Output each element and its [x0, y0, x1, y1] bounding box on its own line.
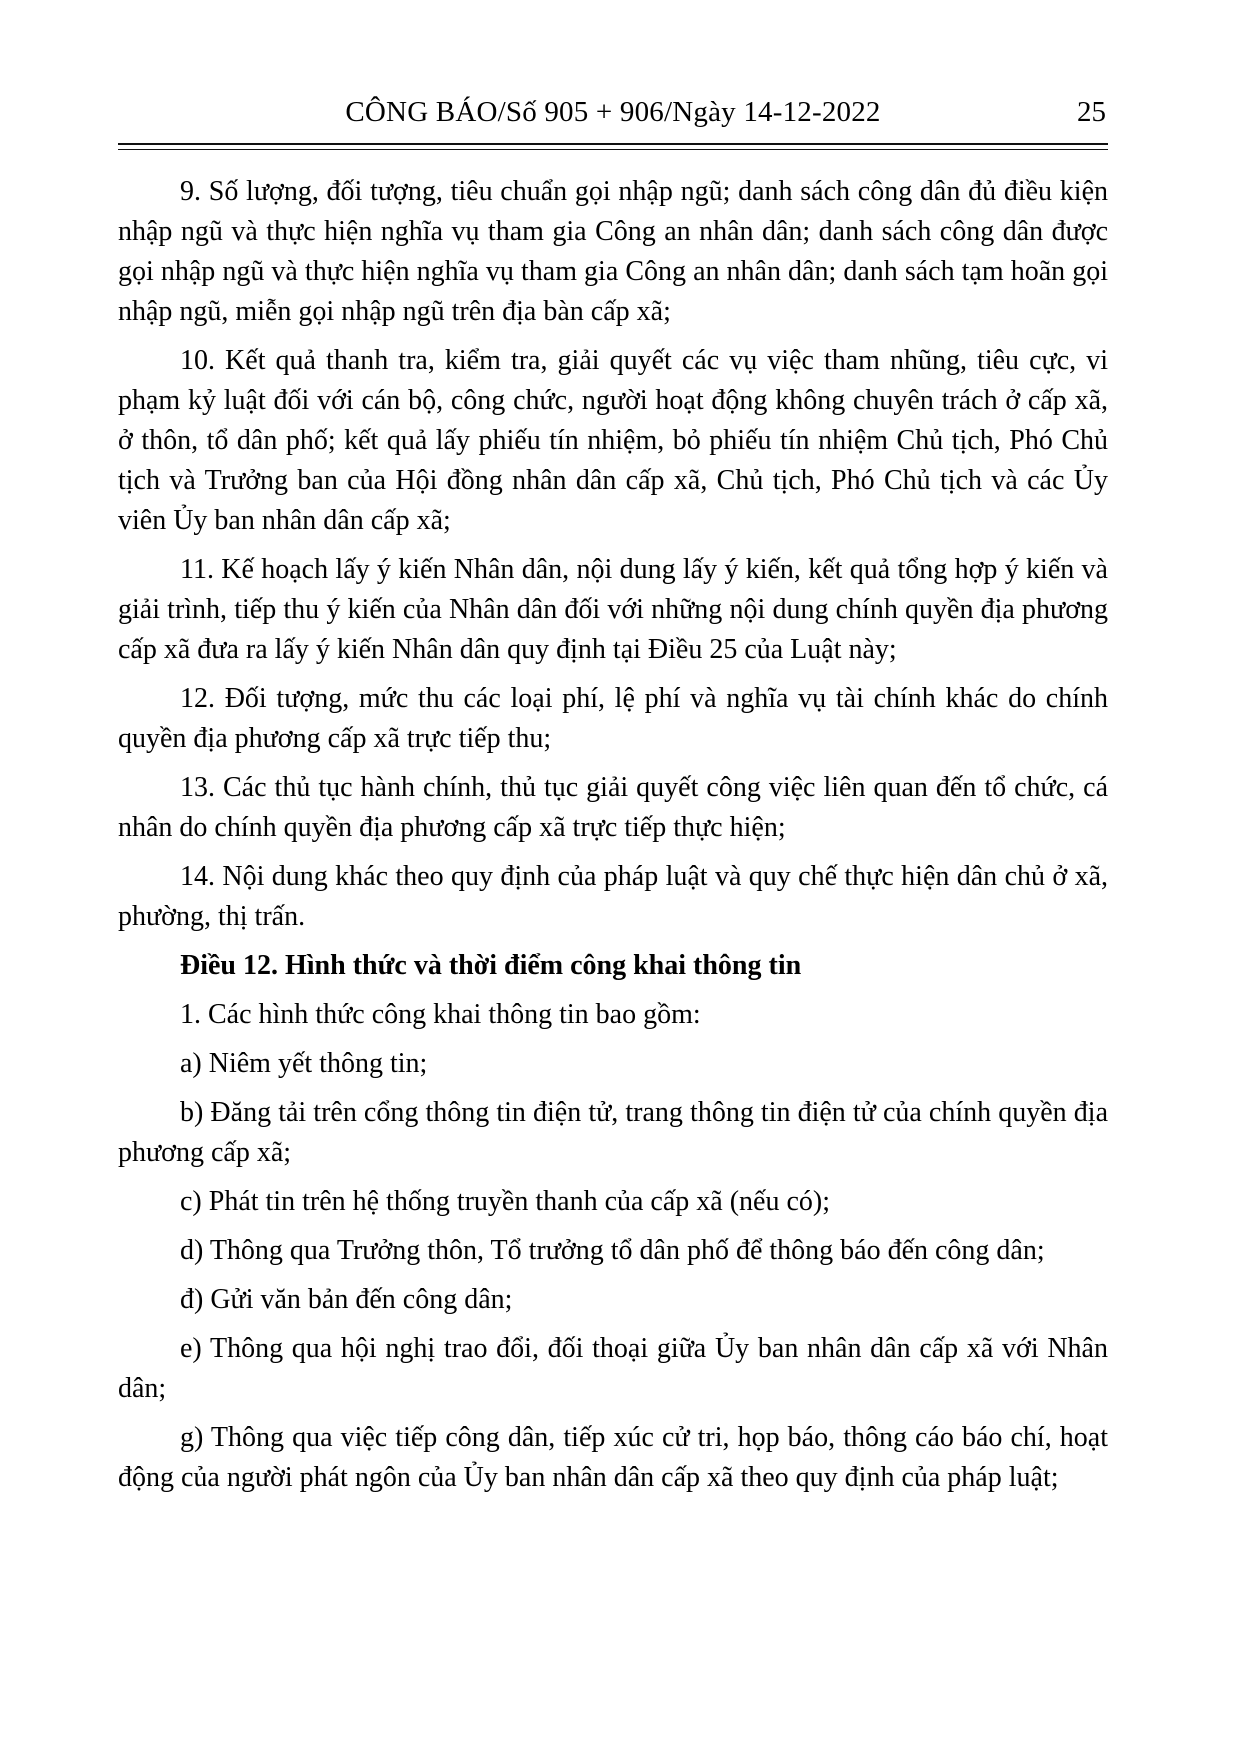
paragraph-point-dd: đ) Gửi văn bản đến công dân; [180, 1284, 513, 1315]
paragraph-point-e: e) Thông qua hội nghị trao đổi, đối thoại giữa Ủy ban nhân dân cấp xã với Nhân dân; [118, 1333, 1108, 1404]
paragraph-item-11: 11. Kế hoạch lấy ý kiến Nhân dân, nội dung lấy ý kiến, kết quả tổng hợp ý kiến và giải trình, tiếp thu ý kiến của Nhân dân đối với những nội dung chính quyền địa phương cấp xã đưa ra lấy ý kiến Nhân dân quy định tại Điều 25 của Luật này; [118, 554, 1108, 665]
paragraph-point-b: b) Đăng tải trên cổng thông tin điện tử, trang thông tin điện tử của chính quyền địa phương cấp xã; [118, 1097, 1108, 1168]
paragraph-point-c: c) Phát tin trên hệ thống truyền thanh của cấp xã (nếu có); [180, 1186, 830, 1217]
paragraph-item-13: 13. Các thủ tục hành chính, thủ tục giải quyết công việc liên quan đến tổ chức, cá nhân do chính quyền địa phương cấp xã trực tiếp thực hiện; [118, 772, 1108, 843]
article-12-heading: Điều 12. Hình thức và thời điểm công khai thông tin [180, 950, 802, 981]
paragraph-point-g: g) Thông qua việc tiếp công dân, tiếp xúc cử tri, họp báo, thông cáo báo chí, hoạt động của người phát ngôn của Ủy ban nhân dân cấp xã theo quy định của pháp luật; [118, 1422, 1108, 1493]
paragraph-clause-1: 1. Các hình thức công khai thông tin bao gồm: [180, 999, 701, 1030]
paragraph-point-d: d) Thông qua Trưởng thôn, Tổ trưởng tổ dân phố để thông báo đến công dân; [180, 1235, 1045, 1266]
page-number: 25 [1077, 96, 1106, 128]
page-header [118, 94, 1108, 132]
header-double-rule [118, 143, 1108, 150]
paragraph-point-a: a) Niêm yết thông tin; [180, 1048, 428, 1079]
paragraph-item-9: 9. Số lượng, đối tượng, tiêu chuẩn gọi nhập ngũ; danh sách công dân đủ điều kiện nhập ngũ và thực hiện nghĩa vụ tham gia Công an nhân dân; danh sách công dân được gọi nhập ngũ và thực hiện nghĩa vụ tham gia Công an nhân dân; danh sách tạm hoãn gọi nhập ngũ, miễn gọi nhập ngũ trên địa bàn cấp xã; [118, 176, 1108, 327]
paragraph-item-14: 14. Nội dung khác theo quy định của pháp luật và quy chế thực hiện dân chủ ở xã, phường, thị trấn. [118, 861, 1108, 932]
paragraph-item-10: 10. Kết quả thanh tra, kiểm tra, giải quyết các vụ việc tham nhũng, tiêu cực, vi phạm kỷ luật đối với cán bộ, công chức, người hoạt động không chuyên trách ở cấp xã, ở thôn, tổ dân phố; kết quả lấy phiếu tín nhiệm, bỏ phiếu tín nhiệm Chủ tịch, Phó Chủ tịch và Trưởng ban của Hội đồng nhân dân cấp xã, Chủ tịch, Phó Chủ tịch và các Ủy viên Ủy ban nhân dân cấp xã; [118, 345, 1108, 536]
gazette-header-title: CÔNG BÁO/Số 905 + 906/Ngày 14-12-2022 [345, 96, 881, 128]
document-body [118, 172, 1108, 1507]
paragraph-item-12: 12. Đối tượng, mức thu các loại phí, lệ phí và nghĩa vụ tài chính khác do chính quyền địa phương cấp xã trực tiếp thu; [118, 683, 1108, 754]
